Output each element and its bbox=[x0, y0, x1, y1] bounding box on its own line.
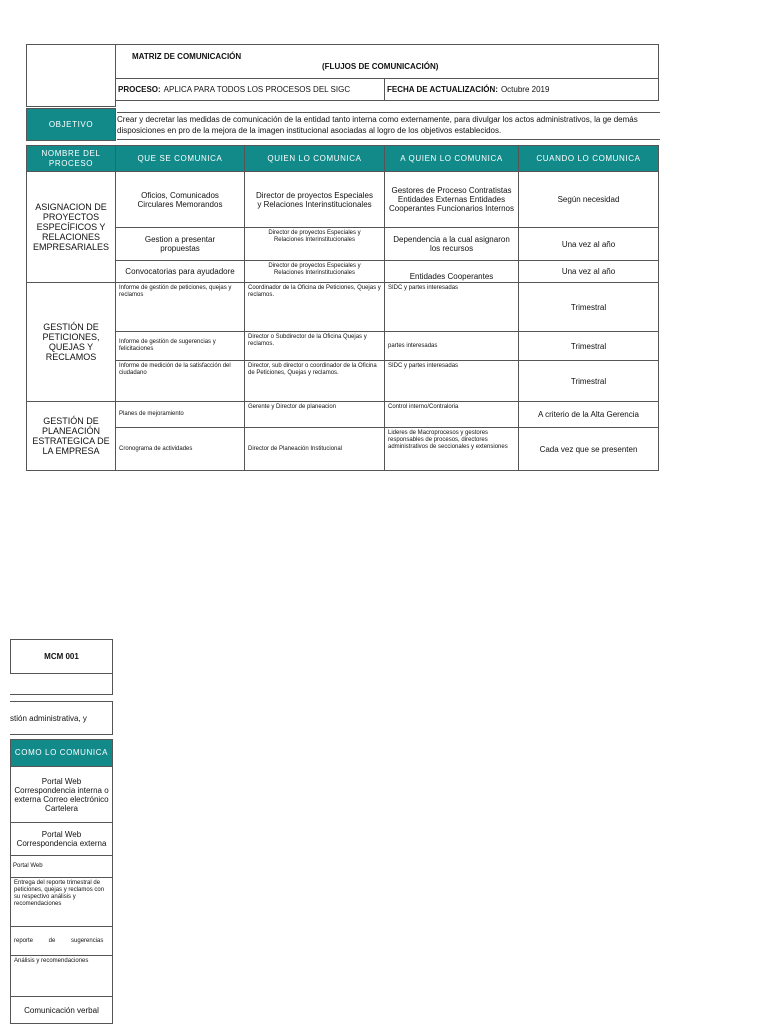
table-cell-what: Planes de mejoramiento bbox=[115, 401, 245, 428]
table-cell-what: Gestion a presentar propuestas bbox=[115, 227, 245, 261]
table-cell-how: Portal Web bbox=[10, 855, 113, 878]
table-cell-when: Trimestral bbox=[518, 360, 659, 402]
table-cell-how: Portal Web Correspondencia interna o externa Correo electrónico Cartelera bbox=[10, 766, 113, 823]
table-cell-what: Informe de gestión de sugerencias y felicitaciones bbox=[115, 331, 245, 361]
col-process: NOMBRE DEL PROCESO bbox=[26, 145, 116, 172]
table-cell-how: reporte de sugerencias bbox=[10, 926, 113, 956]
table-cell-who: Director de proyectos Especiales y Relaciones Interinstitucionales bbox=[244, 227, 385, 261]
title-cell bbox=[115, 44, 659, 79]
table-cell-what: Informe de gestión de peticiones, quejas y reclamos bbox=[115, 282, 245, 332]
logo-cell bbox=[26, 44, 116, 107]
table-cell-how: Entrega del reporte trimestral de peticiones, quejas y reclamos con su respectivo análisis y recomendaciones bbox=[10, 877, 113, 927]
table-cell-when: Trimestral bbox=[518, 282, 659, 332]
table-cell-to-whom: Entidades Cooperantes bbox=[384, 260, 519, 283]
table-cell-how: Comunicación verbal bbox=[10, 996, 113, 1024]
blank-cell bbox=[10, 673, 113, 695]
date-label: FECHA DE ACTUALIZACIÓN: bbox=[387, 85, 498, 94]
table-cell-who: Coordinador de la Oficina de Peticiones, Quejas y reclamos. bbox=[244, 282, 385, 332]
date-value: Octubre 2019 bbox=[500, 85, 550, 94]
objective-label: OBJETIVO bbox=[26, 108, 116, 141]
table-cell-when: Según necesidad bbox=[518, 171, 659, 228]
table-cell-to-whom: SIDC y partes interesadas bbox=[384, 360, 519, 402]
objective-continuation: stión administrativa, y bbox=[10, 701, 113, 735]
process-group: GESTIÓN DE PETICIONES, QUEJAS Y RECLAMOS bbox=[26, 282, 116, 402]
table-cell-who: Director de proyectos Especiales y Relaciones Interinstitucionales bbox=[244, 260, 385, 283]
process-label: PROCESO: bbox=[118, 85, 161, 94]
table-cell-when: Una vez al año bbox=[518, 260, 659, 283]
objective-text: Crear y decretar las medidas de comunicación de la entidad tanto interna como externamente, para divulgar los actos administrativos, la ge demás disposiciones en pro de la mejora de la imagen institucional asociadas al logro de los objetivos establecidos. bbox=[117, 112, 660, 140]
table-cell-what: Cronograma de actividades bbox=[115, 427, 245, 471]
process-value: APLICA PARA TODOS LOS PROCESOS DEL SIGC bbox=[163, 85, 351, 94]
table-cell-to-whom: Lideres de Macroprocesos y gestores responsables de procesos, directores administrativos de seccionales y extensiones bbox=[384, 427, 519, 471]
table-cell-who: Director, sub director o coordinador de la Oficina de Peticiones, Quejas y reclamos. bbox=[244, 360, 385, 402]
col-when: CUANDO LO COMUNICA bbox=[518, 145, 659, 172]
table-cell-how: Análisis y recomendaciones bbox=[10, 955, 113, 997]
col-who: QUIEN LO COMUNICA bbox=[244, 145, 385, 172]
table-cell-to-whom: Control interno/Contraloria bbox=[384, 401, 519, 428]
process-group: ASIGNACION DE PROYECTOS ESPECÍFICOS Y RELACIONES EMPRESARIALES bbox=[26, 171, 116, 283]
process-group: GESTIÓN DE PLANEACIÓN ESTRATEGICA DE LA EMPRESA bbox=[26, 401, 116, 471]
table-cell-when: A criterio de la Alta Gerencia bbox=[518, 401, 659, 428]
table-cell-when: Una vez al año bbox=[518, 227, 659, 261]
table-cell-to-whom: Dependencia a la cual asignaron los recursos bbox=[384, 227, 519, 261]
table-cell-who: Director de proyectos Especiales y Relaciones Interinstitucionales bbox=[244, 171, 385, 228]
table-cell-what: Oficios, Comunicados Circulares Memorandos bbox=[115, 171, 245, 228]
matrix-title: MATRIZ DE COMUNICACIÓN bbox=[132, 52, 242, 61]
col-what: QUE SE COMUNICA bbox=[115, 145, 245, 172]
table-cell-when: Trimestral bbox=[518, 331, 659, 361]
date-cell bbox=[384, 78, 659, 101]
table-cell-to-whom: SIDC y partes interesadas bbox=[384, 282, 519, 332]
table-cell-who: Director de Planeación Institucional bbox=[244, 427, 385, 471]
col-to-whom: A QUIEN LO COMUNICA bbox=[384, 145, 519, 172]
table-cell-to-whom: partes interesadas bbox=[384, 331, 519, 361]
document-code: MCM 001 bbox=[10, 639, 113, 674]
table-cell-what: Informe de medición de la satisfacción del ciudadano bbox=[115, 360, 245, 402]
table-cell-who: Gerente y Director de planeacion bbox=[244, 401, 385, 428]
matrix-subtitle: (FLUJOS DE COMUNICACIÓN) bbox=[322, 62, 439, 71]
table-cell-how: Portal Web Correspondencia externa bbox=[10, 822, 113, 856]
table-cell-when: Cada vez que se presenten bbox=[518, 427, 659, 471]
col-how: COMO LO COMUNICA bbox=[10, 739, 113, 767]
process-cell bbox=[115, 78, 385, 101]
table-cell-to-whom: Gestores de Proceso Contratistas Entidades Externas Entidades Cooperantes Funcionarios Internos bbox=[384, 171, 519, 228]
table-cell-what: Convocatorias para ayudadore bbox=[115, 260, 245, 283]
table-cell-who: Director o Subdirector de la Oficina Quejas y reclamos. bbox=[244, 331, 385, 361]
